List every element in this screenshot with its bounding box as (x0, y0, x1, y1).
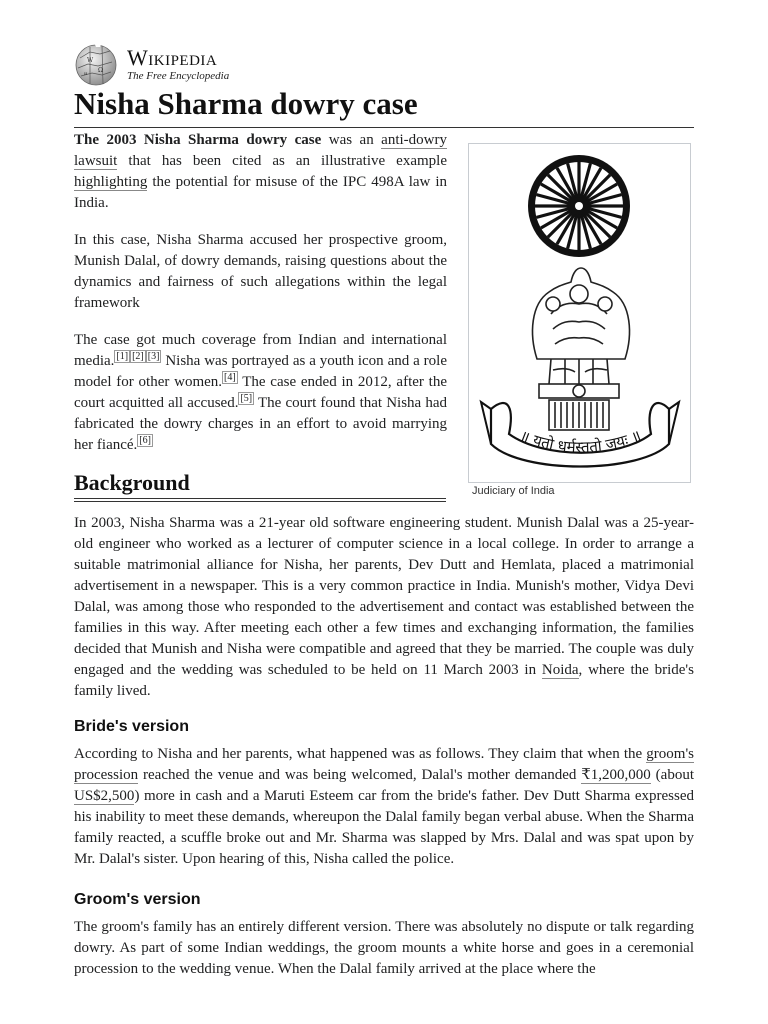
text: (about (650, 767, 694, 783)
text: reached the venue and was being welcomed, Dalal's mother demanded (138, 767, 582, 783)
citation-4[interactable]: [4] (224, 372, 236, 383)
text: the potential for misuse of the IPC 498A law in India. (74, 174, 447, 211)
anti-dowry-lawsuit-link[interactable]: anti-dowry lawsuit (74, 132, 447, 169)
svg-text:Ω: Ω (98, 67, 103, 74)
text: The court found that Nisha had fabricated the dowry charges in an effort to avoid marrying her fiancé. (74, 395, 447, 453)
grooms-version-heading: Groom's version (74, 891, 201, 908)
brides-version-section (74, 744, 694, 870)
highlighting-link[interactable]: highlighting (74, 174, 148, 190)
citation-2[interactable]: [2] (132, 351, 144, 362)
svg-text:W: W (87, 57, 94, 64)
background-paragraph (74, 513, 694, 702)
grooms-version-section (74, 917, 694, 980)
page-title: Nisha Sharma dowry case (74, 86, 418, 121)
usd-amount-link[interactable]: US$2,500 (74, 788, 135, 804)
globe-icon (72, 42, 120, 86)
lead-bold-term: The 2003 Nisha Sharma dowry case (74, 132, 322, 148)
infobox (468, 143, 691, 483)
background-section (74, 513, 694, 702)
brides-version-paragraph (74, 744, 694, 870)
text: that has been cited as an illustrative example (117, 153, 447, 169)
lead-paragraph-3 (74, 330, 447, 456)
lead-paragraph-1 (74, 130, 447, 214)
background-heading: Background (74, 470, 190, 495)
grooms-version-paragraph: The groom's family has an entirely different version. There was absolutely no dispute or talk regarding dowry. As part of some Indian weddings, the groom mounts a white horse and goes in a ceremonial procession to the wedding venue. When the Dalal family arrived at the place where the (74, 919, 694, 977)
text: was an (321, 132, 382, 148)
svg-text:и: и (84, 71, 88, 77)
brides-version-heading: Bride's version (74, 718, 189, 735)
citation-6[interactable]: [6] (139, 435, 151, 446)
wikipedia-logo[interactable] (72, 42, 332, 87)
noida-link[interactable]: Noida (541, 662, 579, 678)
tagline: The Free Encyclopedia (127, 70, 230, 82)
text: Nisha was portrayed as a youth icon and a role model for other women. (74, 353, 447, 390)
infobox-caption: Judiciary of India (472, 485, 555, 497)
wordmark: Wikipedia (127, 45, 218, 70)
citation-1[interactable]: [1] (116, 351, 129, 362)
text: According to Nisha and her parents, what happened was as follows. They claim that when the (74, 746, 647, 762)
lead-section (74, 130, 447, 472)
text: The case ended in 2012, after the court acquitted all accused. (74, 374, 447, 411)
motto-text: ॥ यतो धर्मस्ततो जयः ॥ (517, 426, 644, 457)
text: , where the bride's family lived. (74, 662, 694, 699)
rupee-amount-link[interactable]: ₹1,200,000 (581, 767, 651, 783)
citation-3[interactable]: [3] (147, 351, 160, 362)
title-rule (74, 127, 694, 128)
text: ) more in cash and a Maruti Esteem car from the bride's father. Dev Dutt Sharma expressed his inability to meet these demands, whereupon the Dalal family began verbal abuse. When the Sharma family reacted, a scuffle broke out and Mr. Sharma was slapped by Mrs. Dalal and was spat upon by Mr. Dalal's sister. Upon hearing of this, Nisha called the police. (74, 788, 694, 867)
grooms-procession-link[interactable]: groom's procession (74, 746, 694, 783)
background-rule (74, 498, 446, 502)
text: In 2003, Nisha Sharma was a 21-year old software engineering student. Munish Dalal was a 25-year-old engineer who worked as a lecturer of computer science in a local college. In order to arrange a suitable matrimonial alliance for Nisha, her parents, Dev Dutt and Hemlata, placed a matrimonial advertisement in a newspaper. This is a very common practice in India. Munish's mother, Vidya Devi Dalal, was among those who responded to the advertisement and contact was established between the families in this way. After meeting each other a few times and exchanging information, the families decided that Munish and Nisha were compatible and agreed that they be married. The couple was duly engaged and the wedding was scheduled to be held on 11 March 2003 in (74, 515, 694, 678)
citation-5[interactable]: [5] (240, 393, 253, 404)
text: The case got much coverage from Indian and international media. (74, 332, 447, 369)
lead-paragraph-2: In this case, Nisha Sharma accused her prospective groom, Munish Dalal, of dowry demands, raising questions about the dynamics and fairness of such allegations within the legal framework (74, 232, 447, 311)
emblem-of-supreme-court-image[interactable] (469, 144, 690, 482)
